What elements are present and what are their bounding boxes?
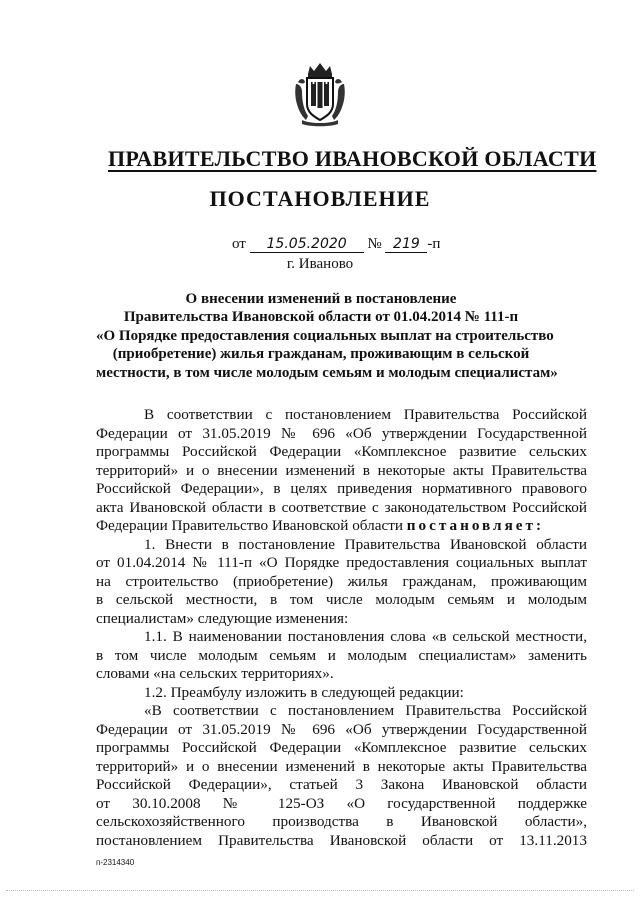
coat-of-arms-icon — [292, 60, 348, 128]
number-suffix: -п — [427, 236, 441, 252]
body-line: в том числе молодым семьям и молодым специалистам» заменить — [96, 646, 587, 664]
date-number-line — [232, 236, 440, 253]
page-edge-line — [6, 890, 634, 891]
resolves-word: постановляет: — [406, 517, 545, 534]
body-line: программы Российской Федерации «Комплексное развитие сельских — [96, 443, 587, 460]
document-date: 15.05.2020 — [250, 236, 364, 253]
title-line: О внесении изменений в постановление — [185, 291, 457, 307]
body-line — [96, 517, 587, 536]
body-line: Российской Федерации», статьей 3 Закона Ивановской области — [96, 776, 587, 793]
title-line: «О Порядке предоставления социальных выплат на строительство — [96, 327, 554, 344]
document-number: 219 — [385, 236, 427, 253]
government-title: ПРАВИТЕЛЬСТВО ИВАНОВСКОЙ ОБЛАСТИ — [108, 146, 597, 171]
title-line: местности, в том числе молодым семьям и молодым специалистам» — [96, 364, 558, 381]
body-line: территорий» и о внесении изменений в некоторые акты Правительства — [96, 757, 587, 775]
body-line: от 01.04.2014 № 111-п «О Порядке предоставления социальных выплат — [96, 554, 587, 571]
body-line-text: Федерации Правительство Ивановской области — [96, 517, 403, 534]
body-line: постановлением Правительства Ивановской области от 13.11.2013 — [96, 831, 587, 849]
body-line: сельскохозяйственного производства в Ивановской области», — [96, 813, 587, 830]
title-line: (приобретение) жилья гражданам, проживающим в сельской — [112, 346, 530, 363]
body-line: 1.2. Преамбулу изложить в следующей редакции: — [144, 683, 464, 701]
city: г. Иваново — [286, 256, 354, 272]
number-sign: № — [367, 236, 382, 252]
document-body — [96, 406, 587, 850]
document-code: п-2314340 — [96, 858, 135, 867]
body-line: программы Российской Федерации «Комплексное развитие сельских — [96, 739, 587, 756]
body-line: Федерации от 31.05.2019 № 696 «Об утверждении Государственной — [96, 720, 587, 738]
body-line: 1.1. В наименовании постановления слова «в сельской местности, — [144, 628, 587, 645]
body-line: от 30.10.2008 № 125-ОЗ «О государственной поддержке — [96, 794, 587, 812]
body-line: акта Ивановской области в соответствие с законодательством Российской — [96, 498, 587, 516]
body-line: Федерации от 31.05.2019 № 696 «Об утверждении Государственной — [96, 424, 587, 442]
document-title — [96, 290, 558, 382]
body-line: словами «на сельских территориях». — [96, 665, 334, 682]
body-line: на строительство (приобретение) жилья гражданам, проживающим — [96, 572, 587, 590]
date-prefix: от — [232, 236, 246, 252]
body-line: В соответствии с постановлением Правительства Российской — [144, 406, 587, 423]
title-line: Правительства Ивановской области от 01.04.2014 № 111-п — [123, 309, 519, 326]
body-line: специалистам» следующие изменения: — [96, 609, 349, 627]
body-line: территорий» и о внесении изменений в некоторые акты Правительства — [96, 461, 587, 479]
body-line: «В соответствии с постановлением Правительства Российской — [144, 702, 587, 719]
body-line: в сельской местности, в том числе молодым семьям и молодым — [96, 591, 587, 608]
body-line: 1. Внести в постановление Правительства Ивановской области — [144, 535, 587, 553]
document-type: ПОСТАНОВЛЕНИЕ — [209, 186, 431, 211]
body-line: Российской Федерации», в целях приведения нормативного правового — [96, 480, 587, 497]
